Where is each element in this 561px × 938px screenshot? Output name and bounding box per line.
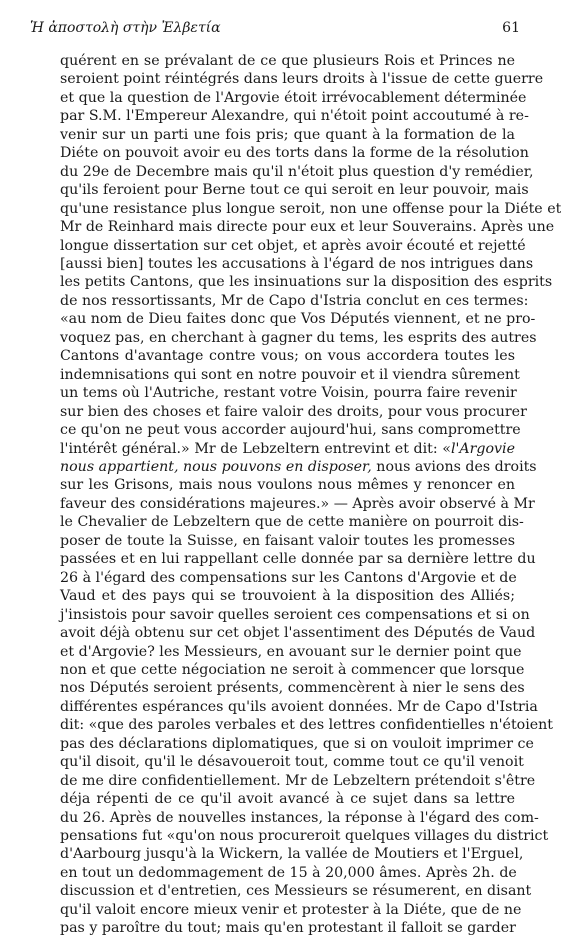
text-segment: seroient point réintégrés dans leurs droits à l'issue de cette guerre bbox=[60, 71, 544, 88]
text-line bbox=[60, 200, 561, 218]
text-line bbox=[60, 661, 525, 679]
text-line bbox=[60, 864, 515, 882]
text-line bbox=[60, 237, 526, 255]
text-segment: le Chevalier de Lebzeltern que de cette manière on pourroit dis- bbox=[60, 514, 524, 531]
text-segment: déja répenti de ce qu'il avoit avancé à ce sujet dans sa lettre bbox=[60, 791, 515, 808]
text-line bbox=[60, 476, 515, 494]
text-segment: nous appartient, nous pouvons en disposer, bbox=[60, 458, 372, 475]
page-number: 61 bbox=[502, 20, 520, 36]
text-line bbox=[60, 218, 555, 236]
text-line bbox=[60, 495, 535, 513]
text-line bbox=[60, 587, 515, 605]
text-line bbox=[60, 569, 515, 587]
text-line bbox=[60, 550, 536, 568]
text-segment: différentes espérances qu'ils avoient données. Mr de Capo d'Istria bbox=[60, 698, 538, 715]
text-line bbox=[60, 532, 515, 550]
text-line bbox=[60, 255, 534, 273]
running-title: Ἡ ἀποστολὴ στὴν Ἐλβετία bbox=[30, 20, 221, 36]
text-segment: les petits Cantons, que les insinuations sur la disposition des esprits bbox=[60, 274, 553, 291]
text-line bbox=[60, 624, 536, 642]
text-line bbox=[60, 52, 515, 70]
text-segment: et d'Argovie? les Messieurs, en avouant sur le dernier point que bbox=[60, 643, 522, 660]
text-line bbox=[60, 458, 537, 476]
text-segment: nos Députés seroient présents, commencèrent à nier le sens des bbox=[60, 680, 525, 697]
text-segment: qu'il disoit, qu'il le désavoueroit tout, comme tout ce qu'il venoit bbox=[60, 754, 524, 771]
text-line bbox=[60, 643, 522, 661]
text-segment: Mr de Reinhard mais directe pour eux et leur Souverains. Après une bbox=[60, 219, 555, 236]
text-segment: quérent en se prévalant de ce que plusieurs Rois et Princes ne bbox=[60, 53, 515, 69]
text-segment: nous avions des droits bbox=[371, 458, 537, 475]
text-segment: ce qu'on ne peut vous accorder aujourd'hui, sans compromettre bbox=[60, 422, 521, 439]
text-line bbox=[60, 403, 527, 421]
text-line bbox=[60, 919, 515, 937]
body-text bbox=[60, 52, 561, 938]
text-segment: de me dire confidentiellement. Mr de Lebzeltern prétendoit s'être bbox=[60, 772, 536, 789]
text-segment: 26 à l'égard des compensations sur les Cantons d'Argovie et de bbox=[60, 569, 517, 586]
text-segment: d'Aarbourg jusqu'à la Wickern, la vallée de Moutiers et l'Erguel, bbox=[60, 846, 524, 863]
text-segment: «au nom de Dieu faites donc que Vos Députés viennent, et ne pro- bbox=[60, 311, 536, 328]
text-line bbox=[60, 292, 529, 310]
text-line bbox=[60, 827, 549, 845]
text-segment: dit: «que des paroles verbales et des lettres confidentielles n'étoient bbox=[60, 717, 553, 734]
text-line bbox=[60, 421, 521, 439]
text-segment: j'insistois pour savoir quelles seroient ces compensations et si on bbox=[60, 606, 530, 623]
text-segment: et que la question de l'Argovie étoit irrévocablement déterminée bbox=[60, 89, 527, 106]
text-segment: sur les Grisons, mais nous voulons nous mêmes y renoncer en bbox=[60, 477, 515, 494]
text-line bbox=[60, 606, 530, 624]
text-line bbox=[60, 163, 534, 181]
text-line bbox=[60, 89, 527, 107]
text-line bbox=[60, 70, 544, 88]
text-line bbox=[60, 366, 520, 384]
text-segment: pas y paroître du tout; mais qu'en protestant il falloit se garder bbox=[60, 920, 516, 937]
text-segment: Cantons d'avantage contre vous; on vous accordera toutes les bbox=[60, 348, 515, 365]
text-line bbox=[60, 753, 524, 771]
text-segment: Vaud et des pays qui se trouvoient à la disposition des Alliés; bbox=[60, 588, 515, 605]
text-segment: en tout un dedommagement de 15 à 20,000 âmes. Après 2h. de bbox=[60, 864, 517, 881]
text-segment: discussion et d'entretien, ces Messieurs se résumerent, en disant bbox=[60, 883, 532, 900]
text-line bbox=[60, 144, 529, 162]
text-line bbox=[60, 790, 515, 808]
text-line bbox=[60, 882, 532, 900]
text-segment: l'intérêt général.» Mr de Lebzeltern entrevint et dit: « bbox=[60, 440, 451, 457]
text-line bbox=[60, 845, 524, 863]
text-segment: qu'il valoit encore mieux venir et protester à la Diéte, que de ne bbox=[60, 901, 522, 918]
text-segment: longue dissertation sur cet objet, et après avoir écouté et rejetté bbox=[60, 237, 526, 254]
text-segment: voquez pas, en cherchant à gagner du tems, les esprits des autres bbox=[60, 329, 537, 346]
text-segment: qu'une resistance plus longue seroit, non une offense pour la Diéte et bbox=[60, 200, 561, 217]
text-segment: pas des déclarations diplomatiques, que si on vouloit imprimer ce bbox=[60, 735, 534, 752]
text-segment: du 29e de Decembre mais qu'il n'étoit plus question d'y remédier, bbox=[60, 163, 534, 180]
text-line bbox=[60, 347, 515, 365]
text-segment: [aussi bien] toutes les accusations à l'égard de nos intrigues dans bbox=[60, 255, 534, 272]
text-line bbox=[60, 716, 553, 734]
text-segment: Diéte on pouvoit avoir eu des torts dans la forme de la résolution bbox=[60, 145, 529, 162]
text-line bbox=[60, 901, 522, 919]
text-segment: poser de toute la Suisse, en faisant valoir toutes les promesses bbox=[60, 532, 515, 549]
text-line bbox=[60, 513, 524, 531]
text-segment: de nos ressortissants, Mr de Capo d'Istria conclut en ces termes: bbox=[60, 292, 529, 309]
text-segment: qu'ils feroient pour Berne tout ce qui seroit en leur pouvoir, mais bbox=[60, 182, 529, 199]
text-line bbox=[60, 735, 534, 753]
text-line bbox=[60, 273, 553, 291]
text-line bbox=[60, 440, 515, 458]
text-segment: non et que cette négociation ne seroit à commencer que lorsque bbox=[60, 661, 525, 678]
text-segment: venir sur un parti une fois pris; que quant à la formation de la bbox=[60, 126, 515, 143]
text-line bbox=[60, 384, 515, 402]
text-segment: du 26. Après de nouvelles instances, la réponse à l'égard des com- bbox=[60, 809, 539, 826]
text-segment: passées et en lui rappellant celle donnée par sa dernière lettre du bbox=[60, 551, 536, 568]
text-line bbox=[60, 679, 525, 697]
text-line bbox=[60, 772, 536, 790]
running-head bbox=[30, 20, 520, 36]
text-line bbox=[60, 310, 536, 328]
text-line bbox=[60, 809, 539, 827]
text-segment: avoit déjà obtenu sur cet objet l'assentiment des Députés de Vaud bbox=[60, 625, 536, 642]
text-segment: un tems où l'Autriche, restant votre Voisin, pourra faire revenir bbox=[60, 385, 517, 402]
text-line bbox=[60, 181, 529, 199]
text-segment: indemnisations qui sont en notre pouvoir et il viendra sûrement bbox=[60, 366, 520, 383]
text-segment: faveur des considérations majeures.» — Après avoir observé à Mr bbox=[60, 495, 535, 512]
text-segment: l'Argovie bbox=[450, 440, 515, 457]
text-line bbox=[60, 126, 515, 144]
text-segment: sur bien des choses et faire valoir des droits, pour vous procurer bbox=[60, 403, 527, 420]
text-line bbox=[60, 698, 538, 716]
text-segment: pensations fut «qu'on nous procureroit quelques villages du district bbox=[60, 828, 549, 845]
text-segment: par S.M. l'Empereur Alexandre, qui n'étoit point accoutumé à re- bbox=[60, 108, 529, 125]
text-line bbox=[60, 329, 537, 347]
text-line bbox=[60, 107, 529, 125]
